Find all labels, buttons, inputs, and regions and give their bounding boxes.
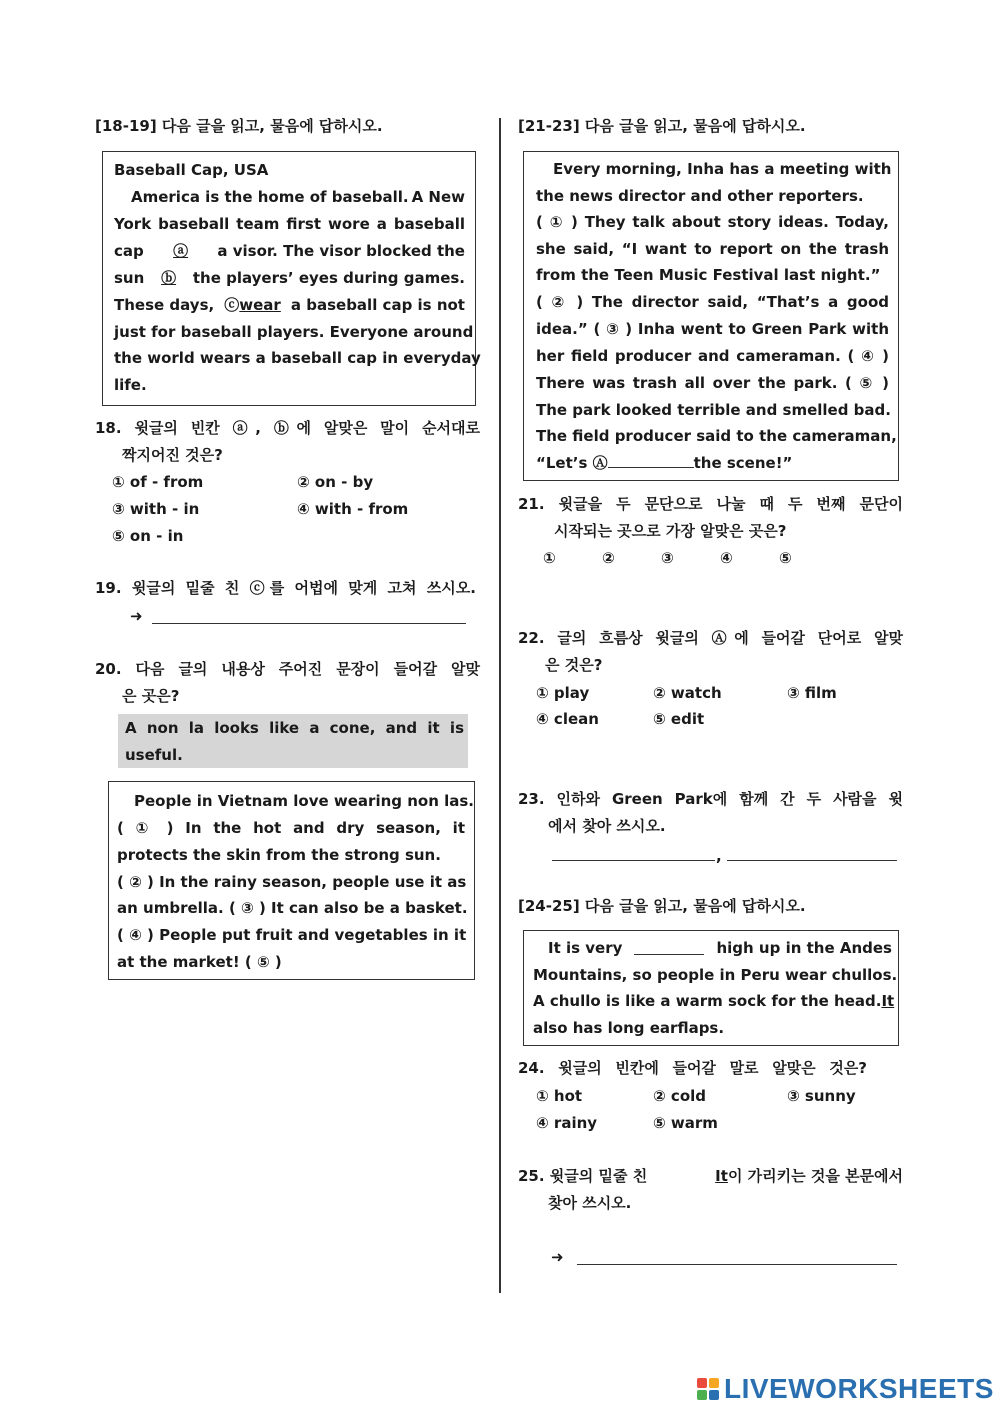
option-18-3[interactable]: ③ with - in [112, 500, 200, 518]
blank-24[interactable] [634, 940, 704, 955]
passage-line: she said, “I want to report on the trash [536, 240, 889, 258]
answer-line-19[interactable] [152, 621, 466, 624]
underlined-word-it-q25: It [715, 1167, 728, 1185]
answer-comma: , [716, 847, 722, 865]
passage-line: ( ① ) In the hot and dry season, it [117, 819, 465, 837]
passage-line: sun ⓑ the players’ eyes during games. [114, 269, 465, 287]
option-21-4[interactable]: ④ [720, 549, 733, 567]
passage-line: It is very high up in the Andes [548, 939, 892, 957]
option-21-5[interactable]: ⑤ [779, 549, 792, 567]
question-24: 24. 윗글의 빈칸에 들어갈 말로 알맞은 것은? [518, 1059, 867, 1077]
question-19: 19. 윗글의 밑줄 친 ⓒ를 어법에 맞게 고쳐 쓰시오. [95, 579, 476, 597]
underlined-word-wear: wear [239, 296, 281, 314]
section-header-18-19: [18-19] 다음 글을 읽고, 물음에 답하시오. [95, 117, 383, 135]
question-21-cont: 시작되는 곳으로 가장 알맞은 곳은? [554, 522, 787, 540]
question-21: 21. 윗글을 두 문단으로 나눌 때 두 번째 문단이 [518, 495, 903, 513]
passage-line: There was trash all over the park. ( ⑤ ) [536, 374, 889, 392]
answer-line-23-b[interactable] [727, 858, 897, 861]
question-20-cont: 은 곳은? [122, 687, 180, 705]
passage-line: People in Vietnam love wearing non las. [134, 792, 474, 810]
passage-line: A chullo is like a warm sock for the head. It [533, 992, 895, 1010]
passage-line: also has long earflaps. [533, 1019, 725, 1037]
question-22-cont: 은 것은? [545, 656, 603, 674]
passage-line: ( ① ) They talk about story ideas. Today, [536, 213, 889, 231]
question-25-cont: 찾아 쓰시오. [548, 1194, 632, 1212]
column-divider [499, 118, 501, 1293]
passage-line: Mountains, so people in Peru wear chullos. [533, 966, 898, 984]
given-sentence: useful. [125, 746, 183, 764]
logo-grid-icon [697, 1378, 719, 1400]
answer-line-25[interactable] [577, 1262, 897, 1265]
question-23-cont: 에서 찾아 쓰시오. [548, 817, 666, 835]
option-24-3[interactable]: ③ sunny [787, 1087, 856, 1105]
blank-A[interactable] [608, 453, 694, 468]
liveworksheets-logo[interactable] [697, 1373, 994, 1405]
passage-line: Every morning, Inha has a meeting with [553, 160, 892, 178]
passage-line: ( ④ ) People put fruit and vegetables in it [117, 926, 467, 944]
passage-line: ( ② ) In the rainy season, people use it as [117, 873, 467, 891]
passage-line: her field producer and cameraman. ( ④ ) [536, 347, 889, 365]
blank-a[interactable]: ⓐ [173, 242, 189, 260]
option-18-2[interactable]: ② on - by [297, 473, 374, 491]
option-21-2[interactable]: ② [602, 549, 615, 567]
option-18-4[interactable]: ④ with - from [297, 500, 409, 518]
arrow-icon: ➜ [551, 1248, 564, 1266]
given-sentence: A non la looks like a cone, and it is [125, 719, 464, 737]
passage-line: These days, ⓒwear a baseball cap is not [114, 296, 465, 314]
passage-line: The field producer said to the cameraman, [536, 427, 897, 445]
option-24-1[interactable]: ① hot [536, 1087, 583, 1105]
question-18: 18. 윗글의 빈칸 ⓐ, ⓑ에 알맞은 말이 순서대로 [95, 419, 480, 437]
option-24-2[interactable]: ② cold [653, 1087, 706, 1105]
passage-line: idea.” ( ③ ) Inha went to Green Park with [536, 320, 889, 338]
option-24-4[interactable]: ④ rainy [536, 1114, 598, 1132]
arrow-icon: ➜ [130, 607, 143, 625]
option-18-5[interactable]: ⑤ on - in [112, 527, 184, 545]
question-18-cont: 짝지어진 것은? [122, 446, 223, 464]
passage-line: the world wears a baseball cap in everyday [114, 349, 481, 367]
passage-line: cap ⓐ a visor. The visor blocked the [114, 242, 465, 260]
question-20: 20. 다음 글의 내용상 주어진 문장이 들어갈 알맞 [95, 660, 480, 678]
blank-b[interactable]: ⓑ [161, 269, 177, 287]
question-23: 23. 인하와 Green Park에 함께 간 두 사람을 윗 [518, 790, 903, 808]
passage-line: “Let’s Ⓐ the scene!” [536, 454, 793, 472]
passage-line: at the market! ( ⑤ ) [117, 953, 282, 971]
passage-line: The park looked terrible and smelled bad. [536, 401, 891, 419]
option-22-5[interactable]: ⑤ edit [653, 710, 705, 728]
option-24-5[interactable]: ⑤ warm [653, 1114, 718, 1132]
logo-text: LIVEWORKSHEETS [724, 1373, 994, 1404]
section-header-21-23: [21-23] 다음 글을 읽고, 물음에 답하시오. [518, 117, 806, 135]
passage-line: protects the skin from the strong sun. [117, 846, 441, 864]
option-22-2[interactable]: ② watch [653, 684, 722, 702]
passage-line: the news director and other reporters. [536, 187, 864, 205]
option-22-4[interactable]: ④ clean [536, 710, 599, 728]
option-22-1[interactable]: ① play [536, 684, 590, 702]
passage-line: an umbrella. ( ③ ) It can also be a basket. [117, 899, 468, 917]
passage-line: York baseball team first wore a baseball [114, 215, 465, 233]
passage-line: life. [114, 376, 147, 394]
passage-title: Baseball Cap, USA [114, 161, 269, 179]
section-header-24-25: [24-25] 다음 글을 읽고, 물음에 답하시오. [518, 897, 806, 915]
option-21-3[interactable]: ③ [661, 549, 674, 567]
underlined-word-it: It [881, 992, 895, 1010]
passage-line: America is the home of baseball. A New [131, 188, 465, 206]
passage-line: just for baseball players. Everyone around [114, 323, 474, 341]
option-22-3[interactable]: ③ film [787, 684, 837, 702]
passage-line: from the Teen Music Festival last night.” [536, 266, 881, 284]
passage-line: ( ② ) The director said, “That’s a good [536, 293, 889, 311]
option-18-1[interactable]: ① of - from [112, 473, 204, 491]
question-22: 22. 글의 흐름상 윗글의 Ⓐ에 들어갈 단어로 알맞 [518, 629, 903, 647]
question-25: 25. 윗글의 밑줄 친 It이 가리키는 것을 본문에서 [518, 1167, 903, 1185]
option-21-1[interactable]: ① [543, 549, 556, 567]
answer-line-23-a[interactable] [552, 858, 715, 861]
